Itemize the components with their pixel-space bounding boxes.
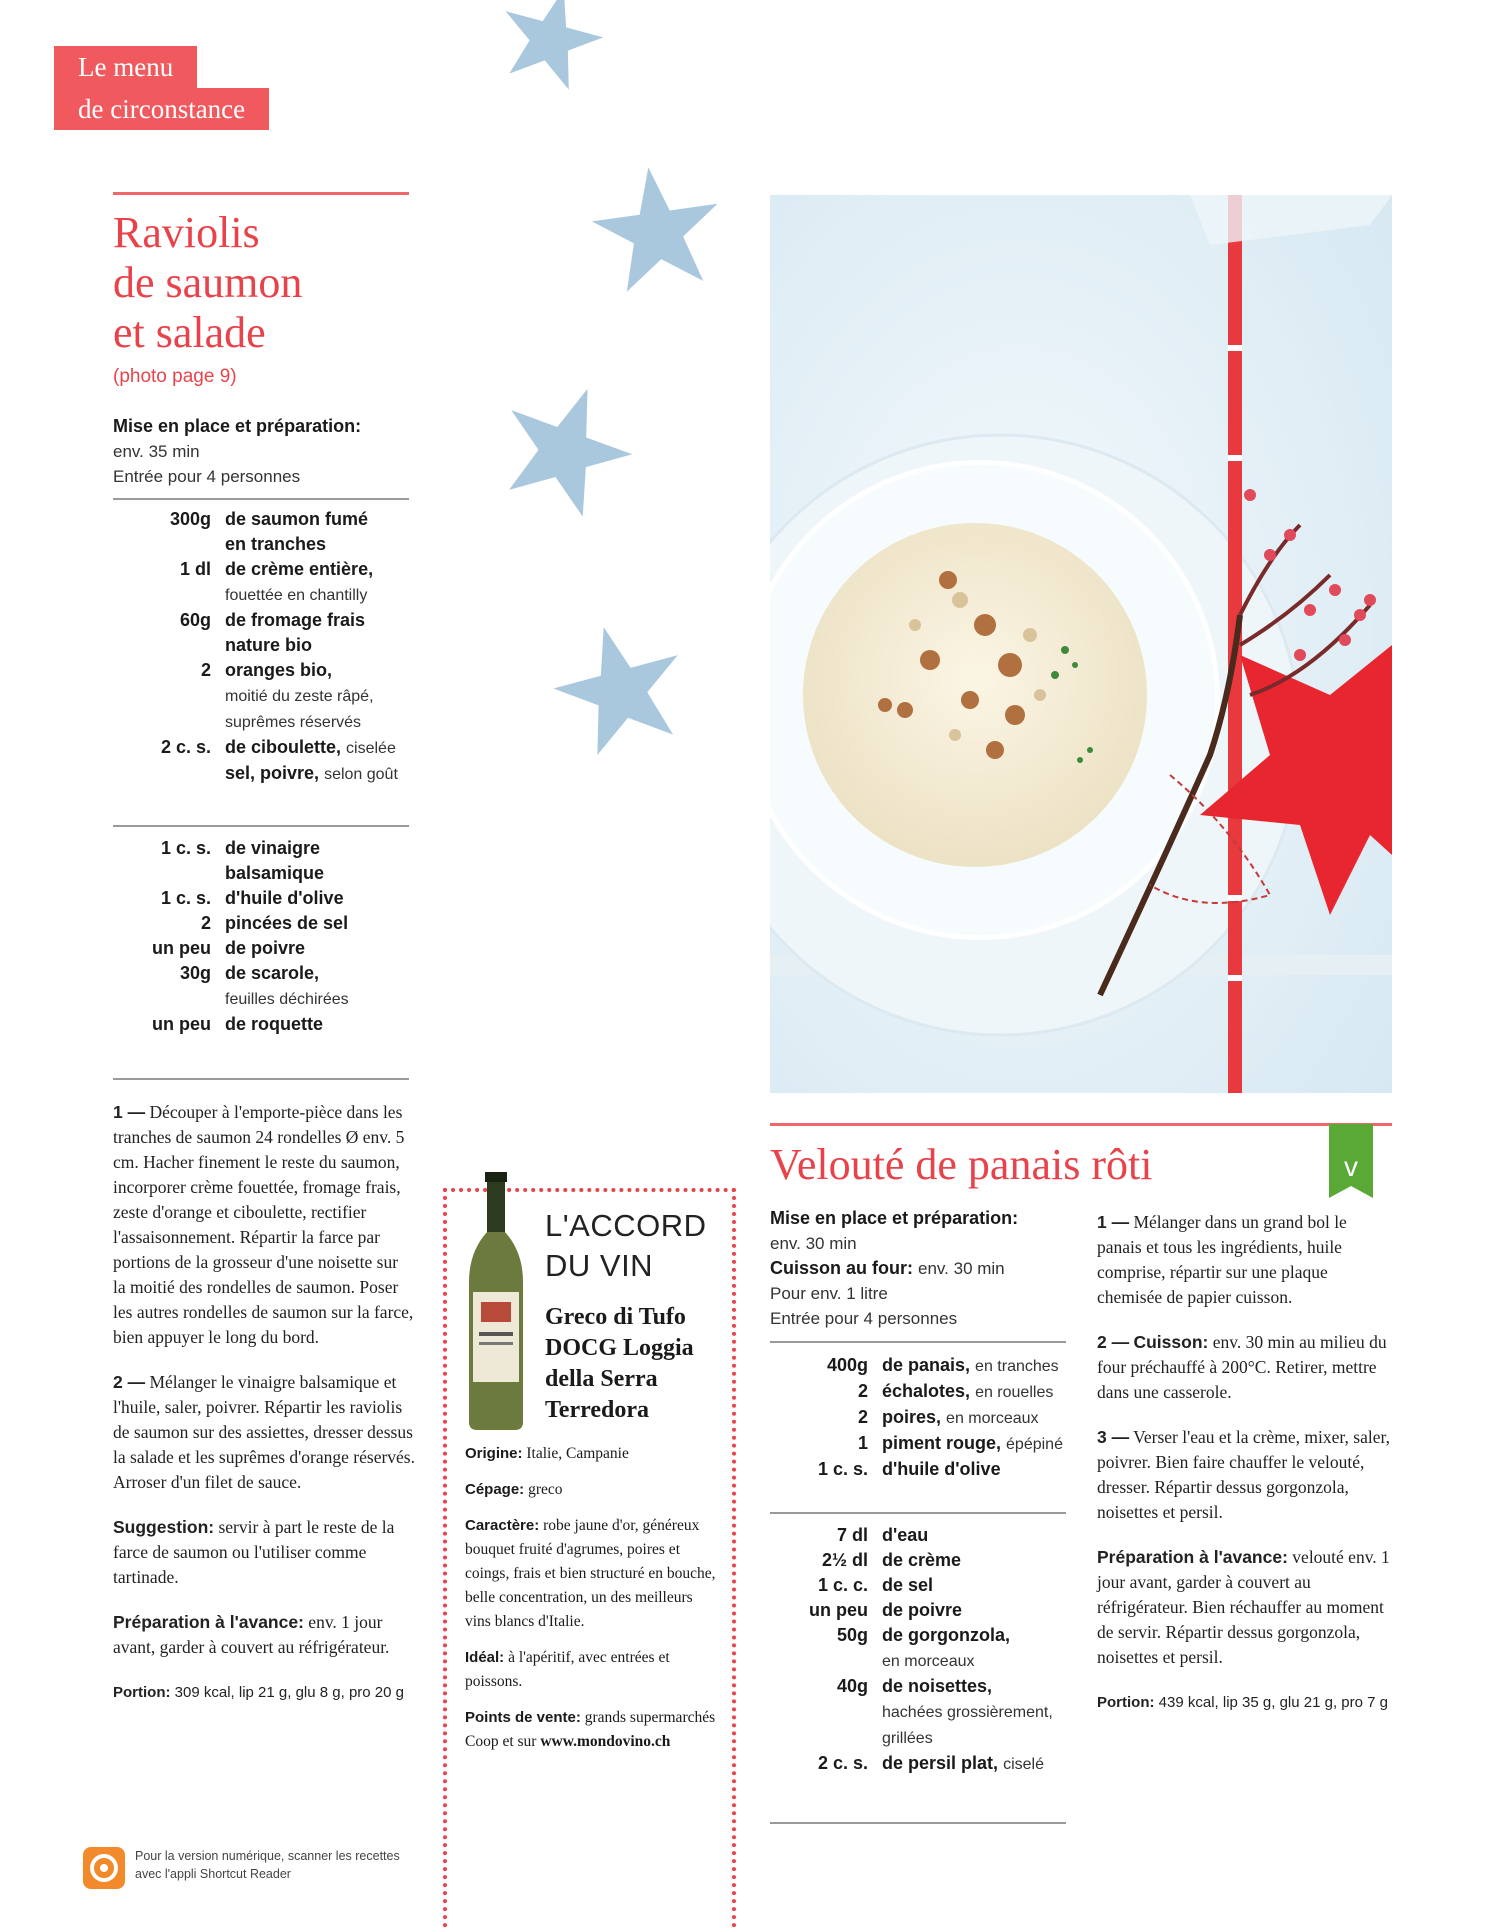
divider [770,1341,1066,1343]
wine-heading: L'ACCORD DU VIN [545,1208,707,1283]
ingredient-row: 60g de fromage frais nature bio [179,610,366,655]
recipe1-meta: Mise en place et préparation: env. 35 min Entrée pour 4 personnes [113,416,362,486]
ingredient-row: 1 c. s. d'huile d'olive [160,888,344,908]
ingredient-row: 50g de gorgonzola, en morceaux [836,1625,1010,1670]
ingredient-row: 2 poires, en morceaux [857,1407,1039,1427]
wine-caractere: Caractère: robe jaune d'or, généreux bouquet fruité d'agrumes, poires et coings, frais et bien structuré en bouche, belle concentration, un des meilleurs vins blancs d'Italie. [465,1517,716,1630]
divider [770,1822,1066,1824]
section-badge-line2: de circonstance [54,88,269,130]
photo-reference: (photo page 9) [113,366,237,387]
ingredient-row: un peu de poivre [152,938,306,958]
ingredient-row: un peu de roquette [152,1014,324,1034]
wine-bottle-icon [463,1172,529,1430]
ingredient-row: 2 c. s. de ciboulette, ciselée [160,737,396,757]
ingredient-row: 1 c. c. de sel [817,1575,934,1595]
ingredient-row: 1 c. s. de vinaigre balsamique [160,838,325,883]
recipe1-ingredients-a [113,507,413,787]
recipe2-ingredients-b [770,1523,1080,1777]
recipe2-instructions [1097,1210,1395,1735]
wine-shop-link[interactable]: www.mondovino.ch [540,1733,671,1750]
ingredient-row: 2 échalotes, en rouelles [857,1381,1054,1401]
ingredient-row: sel, poivre, selon goût [225,763,398,783]
recipe1-title: Raviolis de saumon et salade [113,208,303,357]
wine-name: Greco di Tufo DOCG Loggia della Serra Terredora [545,1304,694,1423]
wine-origin: Origine: Italie, Campanie [465,1445,629,1462]
divider [113,1078,409,1080]
recipe2-title: Velouté de panais rôti [770,1140,1153,1189]
ingredient-row: 400g de panais, en tranches [826,1355,1059,1375]
ingredient-row: 1 dl de crème entière, fouettée en chantilly [179,559,374,604]
recipe2-step-1: 1 — Mélanger dans un grand bol le panais et tous les ingrédients, huile comprise, répartir sur une plaque chemisée de papier cuisson. [1097,1212,1347,1307]
shortcut-reader-icon[interactable] [82,1846,126,1890]
ingredient-row: 30g de scarole, feuilles déchirées [179,963,349,1008]
wine-details [465,1442,720,1766]
recipe2-advance: Préparation à l'avance: velouté env. 1 jour avant, garder à couvert au réfrigérateur. Bien réchauffer au moment de servir. Répartir dessus gorgonzola, noisettes et persil. [1097,1547,1390,1667]
recipe2-meta: Mise en place et préparation: env. 30 min Cuisson au four: env. 30 min Pour env. 1 litre Entrée pour 4 personnes [770,1208,1019,1328]
section-badge-line1: Le menu [54,46,197,88]
star-decoration-4 [550,618,690,758]
divider [113,825,409,827]
recipe1-suggestion: Suggestion: servir à part le reste de la farce de saumon ou l'utiliser comme tartinade. [113,1517,395,1587]
ingredient-row: 7 dl d'eau [836,1525,929,1545]
ingredient-row: 2 c. s. de persil plat, ciselé [817,1753,1044,1773]
star-decoration-3 [496,378,636,518]
recipe1-instructions [113,1100,415,1725]
soup-photo [770,195,1392,1093]
recipe2-step-3: 3 — Verser l'eau et la crème, mixer, saler, poivrer. Bien faire chauffer le velouté, dresser. Répartir dessus gorgonzola, noisettes et persil. [1097,1427,1390,1522]
star-decoration-1 [486,0,616,92]
star-decoration-2 [588,160,726,298]
ingredient-row: un peu de poivre [809,1600,963,1620]
recipe1-top-rule [113,192,409,195]
recipe2-ingredients-a [770,1353,1080,1482]
wine-cepage: Cépage: greco [465,1481,563,1498]
ingredient-row: 1 c. s. d'huile d'olive [817,1459,1001,1479]
divider [113,498,409,500]
recipe1-ingredients-b [113,836,413,1037]
ingredient-row: 2 pincées de sel [200,913,349,933]
recipe1-advance: Préparation à l'avance: env. 1 jour avant, garder à couvert au réfrigérateur. [113,1612,390,1657]
recipe2-top-rule [770,1123,1392,1126]
wine-points-de-vente: Points de vente: grands supermarchés Coop et sur www.mondovino.ch [465,1709,716,1750]
recipe2-portion: Portion: 439 kcal, lip 35 g, glu 21 g, pro 7 g [1097,1694,1388,1711]
ingredient-row: 2½ dl de crème [821,1550,962,1570]
recipe1-step-1: 1 — Découper à l'emporte-pièce dans les tranches de saumon 24 rondelles Ø env. 5 cm. Hacher finement le reste du saumon, incorporer crème fouettée, fromage frais, zeste d'orange et ciboulette, rectifier l'assaisonnement. Répartir la farce par portions de la grosseur d'une noisette sur la moitié des rondelles de saumon. Poser les autres rondelles de saumon sur la farce, bien appuyer le long du bord. [113,1102,414,1347]
recipe1-step-2: 2 — Mélanger le vinaigre balsamique et l'huile, saler, poivrer. Répartir les raviolis de saumon sur des assiettes, dresser dessus la salade et les suprêmes d'orange réservés. Arroser d'un filet de sauce. [113,1372,415,1492]
recipe2-step-2: 2 — Cuisson: env. 30 min au milieu du four préchauffé à 200°C. Retirer, mettre dans une casserole. [1097,1332,1387,1402]
recipe1-portion: Portion: 309 kcal, lip 21 g, glu 8 g, pro 20 g [113,1684,404,1701]
ingredient-row: 40g de noisettes, hachées grossièrement, grillées [836,1676,1053,1747]
svg-text:v: v [1344,1151,1358,1182]
wine-ideal: Idéal: à l'apéritif, avec entrées et poissons. [465,1649,670,1690]
scan-note: Pour la version numérique, scanner les recettes avec l'appli Shortcut Reader [135,1849,400,1881]
ingredient-row: 2 oranges bio, moitié du zeste râpé, suprêmes réservés [200,660,374,731]
divider [770,1512,1066,1514]
ingredient-row: 300g de saumon fumé en tranches [169,509,369,554]
vegetarian-badge-icon [1329,1124,1373,1198]
ingredient-row: 1 piment rouge, épépiné [857,1433,1063,1453]
